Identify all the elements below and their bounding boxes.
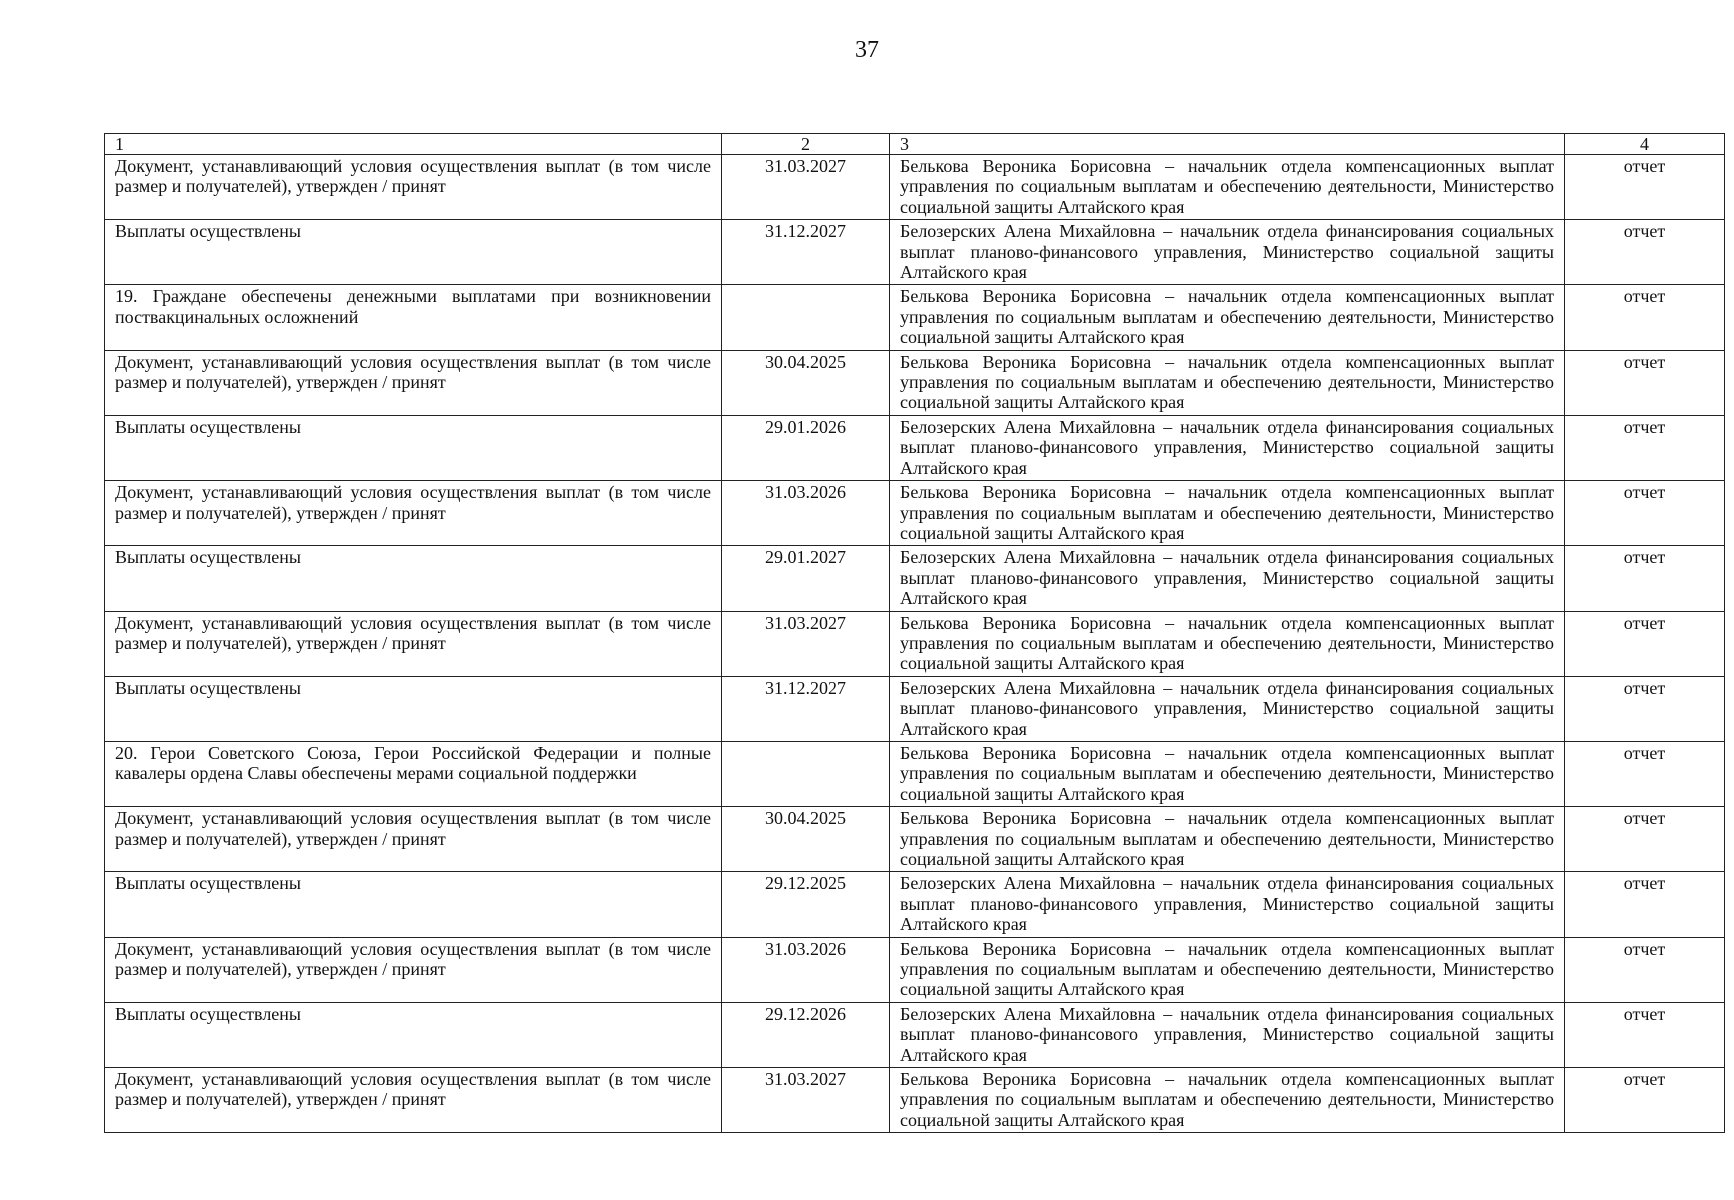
- event-cell: Выплаты осуществлены: [105, 220, 722, 285]
- table-row: [105, 1068, 1725, 1133]
- responsible-cell: Белькова Вероника Борисовна – начальник отдела компенсационных выплат управления по социальным выплатам и обеспечению деятельности, Министерство социальной защиты Алтайского края: [890, 481, 1565, 546]
- date-cell: 31.12.2027: [722, 220, 890, 285]
- responsible-cell: Белозерских Алена Михайловна – начальник отдела финансирования социальных выплат планово-финансового управления, Министерство социальной защиты Алтайского края: [890, 1002, 1565, 1067]
- table-row: [105, 611, 1725, 676]
- table-row: [105, 872, 1725, 937]
- document-type-cell: отчет: [1565, 481, 1725, 546]
- table-row: [105, 481, 1725, 546]
- document-type-cell: отчет: [1565, 807, 1725, 872]
- document-type-cell: отчет: [1565, 1068, 1725, 1133]
- responsible-cell: Белькова Вероника Борисовна – начальник отдела компенсационных выплат управления по социальным выплатам и обеспечению деятельности, Министерство социальной защиты Алтайского края: [890, 350, 1565, 415]
- date-cell: 31.12.2027: [722, 676, 890, 741]
- date-cell: 31.03.2027: [722, 611, 890, 676]
- responsible-cell: Белозерских Алена Михайловна – начальник отдела финансирования социальных выплат планово-финансового управления, Министерство социальной защиты Алтайского края: [890, 872, 1565, 937]
- page-number: 37: [855, 37, 879, 63]
- date-cell: 31.03.2026: [722, 481, 890, 546]
- event-cell: 19. Граждане обеспечены денежными выплатами при возникновении поствакцинальных осложнений: [105, 285, 722, 350]
- responsible-cell: Белькова Вероника Борисовна – начальник отдела компенсационных выплат управления по социальным выплатам и обеспечению деятельности, Министерство социальной защиты Алтайского края: [890, 611, 1565, 676]
- table-header-row: [105, 134, 1725, 155]
- document-type-cell: отчет: [1565, 350, 1725, 415]
- date-cell: 29.01.2027: [722, 546, 890, 611]
- document-type-cell: отчет: [1565, 415, 1725, 480]
- event-cell: Выплаты осуществлены: [105, 546, 722, 611]
- event-cell: Документ, устанавливающий условия осуществления выплат (в том числе размер и получателей), утвержден / принят: [105, 481, 722, 546]
- document-type-cell: отчет: [1565, 611, 1725, 676]
- event-cell: Выплаты осуществлены: [105, 872, 722, 937]
- table-row: [105, 1002, 1725, 1067]
- header-col-4: 4: [1565, 134, 1725, 155]
- event-cell: Выплаты осуществлены: [105, 676, 722, 741]
- date-cell: [722, 285, 890, 350]
- responsible-cell: Белозерских Алена Михайловна – начальник отдела финансирования социальных выплат планово-финансового управления, Министерство социальной защиты Алтайского края: [890, 220, 1565, 285]
- event-cell: Выплаты осуществлены: [105, 1002, 722, 1067]
- responsible-cell: Белозерских Алена Михайловна – начальник отдела финансирования социальных выплат планово-финансового управления, Министерство социальной защиты Алтайского края: [890, 676, 1565, 741]
- responsible-cell: Белькова Вероника Борисовна – начальник отдела компенсационных выплат управления по социальным выплатам и обеспечению деятельности, Министерство социальной защиты Алтайского края: [890, 741, 1565, 806]
- table-row: [105, 285, 1725, 350]
- table-row: [105, 415, 1725, 480]
- document-type-cell: отчет: [1565, 741, 1725, 806]
- responsible-cell: Белозерских Алена Михайловна – начальник отдела финансирования социальных выплат планово-финансового управления, Министерство социальной защиты Алтайского края: [890, 546, 1565, 611]
- document-type-cell: отчет: [1565, 155, 1725, 220]
- date-cell: [722, 741, 890, 806]
- event-cell: Выплаты осуществлены: [105, 415, 722, 480]
- event-cell: 20. Герои Советского Союза, Герои Российской Федерации и полные кавалеры ордена Славы обеспечены мерами социальной поддержки: [105, 741, 722, 806]
- event-cell: Документ, устанавливающий условия осуществления выплат (в том числе размер и получателей), утвержден / принят: [105, 350, 722, 415]
- plan-table: [104, 133, 1725, 1133]
- responsible-cell: Белькова Вероника Борисовна – начальник отдела компенсационных выплат управления по социальным выплатам и обеспечению деятельности, Министерство социальной защиты Алтайского края: [890, 807, 1565, 872]
- date-cell: 31.03.2027: [722, 155, 890, 220]
- document-type-cell: отчет: [1565, 676, 1725, 741]
- responsible-cell: Белькова Вероника Борисовна – начальник отдела компенсационных выплат управления по социальным выплатам и обеспечению деятельности, Министерство социальной защиты Алтайского края: [890, 1068, 1565, 1133]
- document-type-cell: отчет: [1565, 285, 1725, 350]
- date-cell: 31.03.2026: [722, 937, 890, 1002]
- date-cell: 30.04.2025: [722, 350, 890, 415]
- date-cell: 29.01.2026: [722, 415, 890, 480]
- table-row: [105, 741, 1725, 806]
- table-row: [105, 807, 1725, 872]
- document-type-cell: отчет: [1565, 220, 1725, 285]
- date-cell: 29.12.2026: [722, 1002, 890, 1067]
- document-type-cell: отчет: [1565, 937, 1725, 1002]
- table-row: [105, 155, 1725, 220]
- event-cell: Документ, устанавливающий условия осуществления выплат (в том числе размер и получателей), утвержден / принят: [105, 937, 722, 1002]
- table-row: [105, 676, 1725, 741]
- table-row: [105, 350, 1725, 415]
- event-cell: Документ, устанавливающий условия осуществления выплат (в том числе размер и получателей), утвержден / принят: [105, 1068, 722, 1133]
- event-cell: Документ, устанавливающий условия осуществления выплат (в том числе размер и получателей), утвержден / принят: [105, 611, 722, 676]
- date-cell: 30.04.2025: [722, 807, 890, 872]
- header-col-1: 1: [105, 134, 722, 155]
- document-type-cell: отчет: [1565, 1002, 1725, 1067]
- header-col-3: 3: [890, 134, 1565, 155]
- document-type-cell: отчет: [1565, 872, 1725, 937]
- responsible-cell: Белькова Вероника Борисовна – начальник отдела компенсационных выплат управления по социальным выплатам и обеспечению деятельности, Министерство социальной защиты Алтайского края: [890, 285, 1565, 350]
- table-row: [105, 937, 1725, 1002]
- table-row: [105, 220, 1725, 285]
- document-type-cell: отчет: [1565, 546, 1725, 611]
- responsible-cell: Белькова Вероника Борисовна – начальник отдела компенсационных выплат управления по социальным выплатам и обеспечению деятельности, Министерство социальной защиты Алтайского края: [890, 155, 1565, 220]
- responsible-cell: Белозерских Алена Михайловна – начальник отдела финансирования социальных выплат планово-финансового управления, Министерство социальной защиты Алтайского края: [890, 415, 1565, 480]
- header-col-2: 2: [722, 134, 890, 155]
- date-cell: 29.12.2025: [722, 872, 890, 937]
- event-cell: Документ, устанавливающий условия осуществления выплат (в том числе размер и получателей), утвержден / принят: [105, 807, 722, 872]
- date-cell: 31.03.2027: [722, 1068, 890, 1133]
- table-row: [105, 546, 1725, 611]
- responsible-cell: Белькова Вероника Борисовна – начальник отдела компенсационных выплат управления по социальным выплатам и обеспечению деятельности, Министерство социальной защиты Алтайского края: [890, 937, 1565, 1002]
- event-cell: Документ, устанавливающий условия осуществления выплат (в том числе размер и получателей), утвержден / принят: [105, 155, 722, 220]
